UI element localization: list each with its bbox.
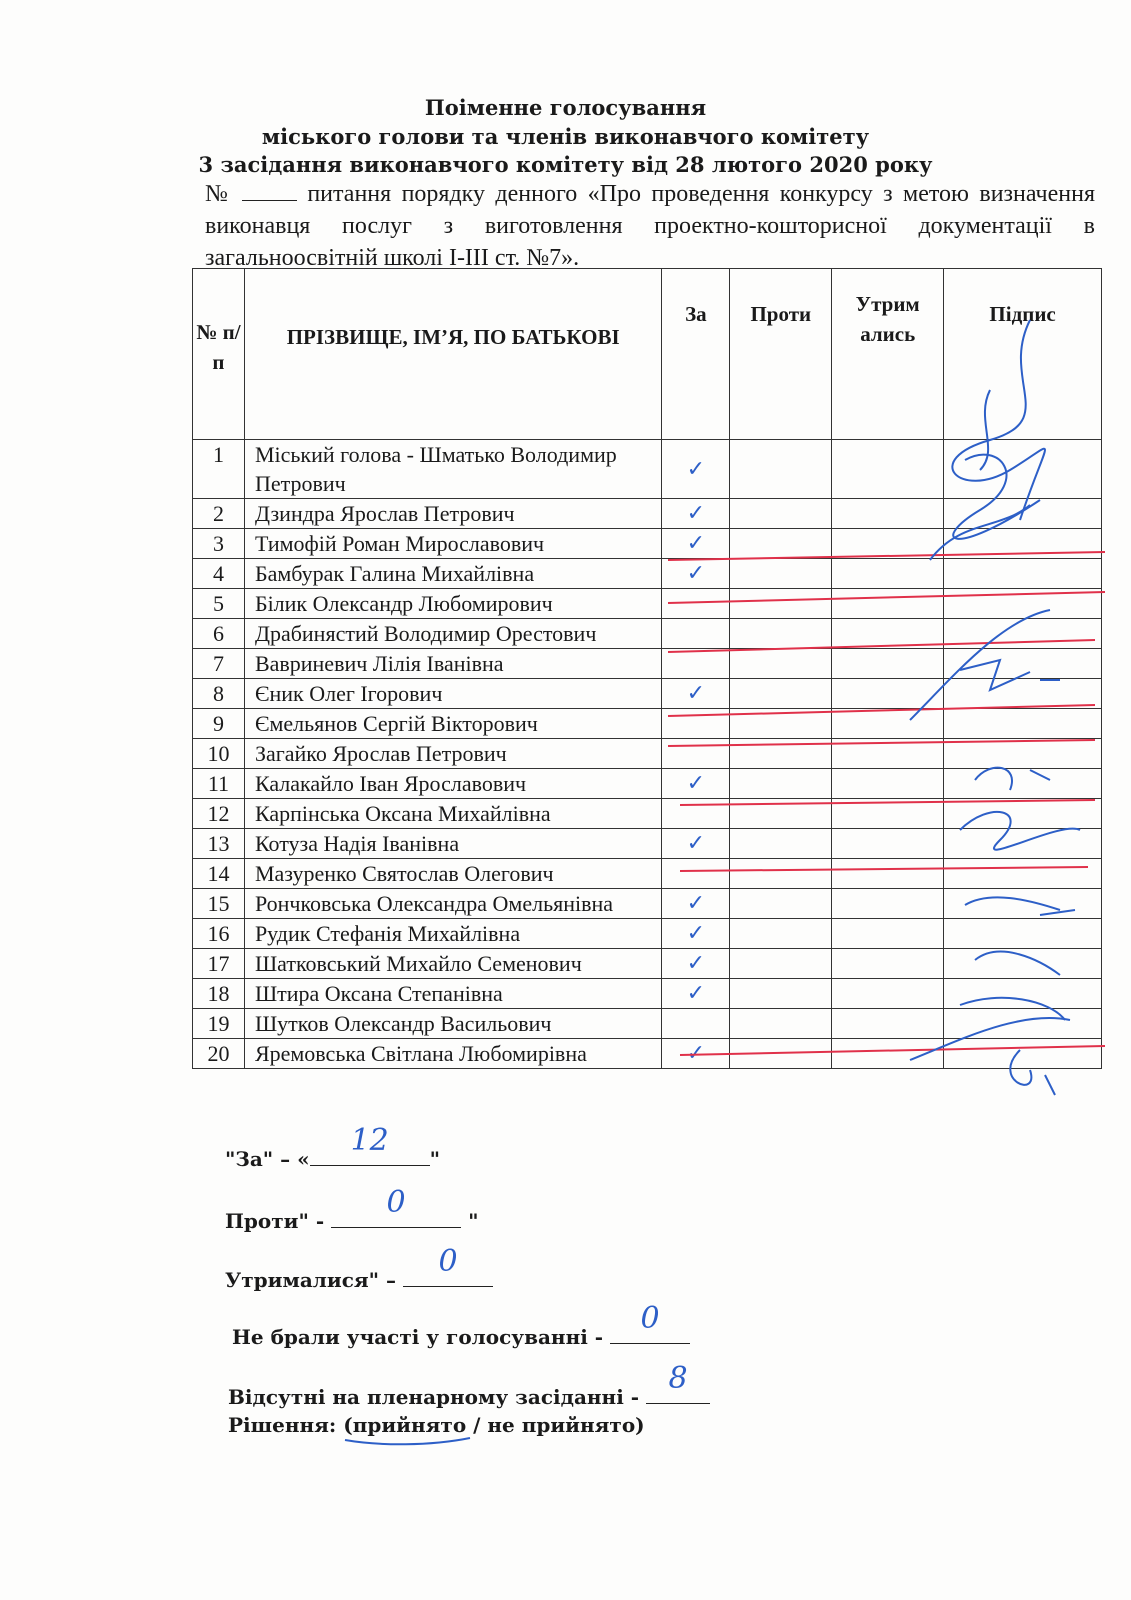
agenda-text: питання порядку денного «Про проведення конкурсу з метою визначення виконавця послуг з виготовлення проектно-кошторисної документації в загальноосвітній школі І-ІІІ ст. №7». (205, 181, 1096, 271)
summary-against (225, 1185, 479, 1233)
vote-abstained-cell (832, 769, 944, 799)
vote-against-cell (730, 559, 832, 589)
vote-against-cell (730, 589, 832, 619)
vote-abstained-cell (832, 799, 944, 829)
signature-cell (944, 889, 1102, 919)
header-num: № п/п (193, 269, 245, 440)
table-row (193, 829, 1102, 859)
vote-for-cell: ✓ (662, 559, 730, 589)
summary-absent-blank (646, 1361, 710, 1404)
signature-cell (944, 649, 1102, 679)
summary-against-blank (331, 1185, 461, 1228)
row-number: 15 (193, 889, 245, 919)
summary-absent-label: Відсутні на пленарному засіданні - (228, 1385, 640, 1409)
row-number: 7 (193, 649, 245, 679)
row-number: 13 (193, 829, 245, 859)
signature-cell (944, 919, 1102, 949)
header-name: ПРІЗВИЩЕ, ІМ’Я, ПО БАТЬКОВІ (244, 269, 661, 440)
table-row (193, 679, 1102, 709)
header-for: За (662, 269, 730, 440)
vote-for-cell (662, 709, 730, 739)
vote-for-cell: ✓ (662, 1039, 730, 1069)
vote-abstained-cell (832, 559, 944, 589)
vote-abstained-cell (832, 1009, 944, 1039)
member-name: Шутков Олександр Васильович (244, 1009, 661, 1039)
member-name: Єник Олег Ігорович (244, 679, 661, 709)
vote-against-cell (730, 919, 832, 949)
row-number: 9 (193, 709, 245, 739)
member-name: Загайко Ярослав Петрович (244, 739, 661, 769)
signature-cell (944, 769, 1102, 799)
vote-for-cell (662, 1009, 730, 1039)
row-number: 10 (193, 739, 245, 769)
vote-for-cell: ✓ (662, 499, 730, 529)
summary-not-voted (232, 1301, 690, 1349)
table-row (193, 1009, 1102, 1039)
vote-abstained-cell (832, 859, 944, 889)
row-number: 12 (193, 799, 245, 829)
table-row (193, 499, 1102, 529)
member-name: Вавриневич Лілія Іванівна (244, 649, 661, 679)
table-row (193, 889, 1102, 919)
signature-cell (944, 829, 1102, 859)
member-name: Калакайло Іван Ярославович (244, 769, 661, 799)
table-row (193, 709, 1102, 739)
vote-abstained-cell (832, 709, 944, 739)
signature-cell (944, 440, 1102, 499)
row-number: 20 (193, 1039, 245, 1069)
signature-cell (944, 1039, 1102, 1069)
vote-abstained-cell (832, 499, 944, 529)
vote-against-cell (730, 679, 832, 709)
row-number: 19 (193, 1009, 245, 1039)
signature-cell (944, 739, 1102, 769)
doc-title: Поіменне голосування (424, 95, 707, 120)
vote-for-cell: ✓ (662, 979, 730, 1009)
table-row (193, 559, 1102, 589)
table-row (193, 769, 1102, 799)
summary-absent-value: 8 (668, 1361, 688, 1396)
table-row (193, 440, 1102, 499)
vote-against-cell (730, 949, 832, 979)
header-signature: Підпис (944, 269, 1102, 440)
summary-for-value: 12 (350, 1123, 389, 1158)
signature-cell (944, 499, 1102, 529)
row-number: 11 (193, 769, 245, 799)
decision-line (228, 1413, 645, 1437)
signature-cell (944, 589, 1102, 619)
vote-abstained-cell (832, 949, 944, 979)
summary-for (225, 1123, 441, 1171)
vote-against-cell (730, 1039, 832, 1069)
signature-cell (944, 1009, 1102, 1039)
signature-cell (944, 799, 1102, 829)
table-row (193, 979, 1102, 1009)
signature-cell (944, 709, 1102, 739)
member-name: Штира Оксана Степанівна (244, 979, 661, 1009)
table-row (193, 649, 1102, 679)
signature-cell (944, 679, 1102, 709)
member-name: Рудик Стефанія Михайлівна (244, 919, 661, 949)
row-number: 3 (193, 529, 245, 559)
table-header-row (193, 269, 1102, 440)
vote-for-cell: ✓ (662, 829, 730, 859)
summary-absent (228, 1361, 710, 1409)
vote-abstained-cell (832, 829, 944, 859)
vote-for-cell (662, 619, 730, 649)
decision-options: (прийнято / не прийнято) (343, 1413, 645, 1437)
table-row (193, 919, 1102, 949)
member-name: Ємельянов Сергій Вікторович (244, 709, 661, 739)
summary-abstained-value: 0 (438, 1244, 458, 1279)
signature-cell (944, 979, 1102, 1009)
vote-for-cell: ✓ (662, 889, 730, 919)
vote-against-cell (730, 979, 832, 1009)
summary-against-value: 0 (386, 1185, 406, 1220)
vote-abstained-cell (832, 889, 944, 919)
summary-not-voted-label: Не брали участі у голосуванні - (232, 1325, 604, 1349)
table-row (193, 589, 1102, 619)
meeting-line: 3 засідання виконавчого комітету від 28 лютого 2020 року (198, 152, 933, 177)
vote-for-cell: ✓ (662, 440, 730, 499)
row-number: 8 (193, 679, 245, 709)
vote-abstained-cell (832, 589, 944, 619)
row-number: 4 (193, 559, 245, 589)
doc-subtitle: міського голови та членів виконавчого комітету (261, 124, 870, 149)
member-name: Білик Олександр Любомирович (244, 589, 661, 619)
table-row (193, 949, 1102, 979)
row-number: 16 (193, 919, 245, 949)
vote-for-cell (662, 799, 730, 829)
vote-for-cell: ✓ (662, 769, 730, 799)
vote-abstained-cell (832, 979, 944, 1009)
header-against: Проти (730, 269, 832, 440)
vote-abstained-cell (832, 529, 944, 559)
vote-for-cell: ✓ (662, 949, 730, 979)
table-row (193, 1039, 1102, 1069)
member-name: Дзиндра Ярослав Петрович (244, 499, 661, 529)
member-name: Міський голова - Шматько Володимир Петрович (244, 440, 661, 499)
agenda-item-text (205, 178, 1095, 274)
signature-cell (944, 559, 1102, 589)
vote-against-cell (730, 1009, 832, 1039)
vote-abstained-cell (832, 649, 944, 679)
header-abstained: Утрим ались (832, 269, 944, 440)
summary-for-end: " (429, 1147, 441, 1171)
member-name: Яремовська Світлана Любомирівна (244, 1039, 661, 1069)
vote-table (192, 268, 1102, 1069)
signature-cell (944, 619, 1102, 649)
summary-abstained (225, 1244, 493, 1292)
vote-table-body (193, 440, 1102, 1069)
table-row (193, 859, 1102, 889)
vote-against-cell (730, 440, 832, 499)
vote-against-cell (730, 859, 832, 889)
row-number: 6 (193, 619, 245, 649)
decision-label: Рішення: (228, 1413, 337, 1437)
vote-against-cell (730, 529, 832, 559)
vote-abstained-cell (832, 679, 944, 709)
row-number: 5 (193, 589, 245, 619)
table-row (193, 739, 1102, 769)
vote-against-cell (730, 829, 832, 859)
member-name: Бамбурак Галина Михайлівна (244, 559, 661, 589)
vote-against-cell (730, 649, 832, 679)
vote-against-cell (730, 619, 832, 649)
member-name: Драбинястий Володимир Орестович (244, 619, 661, 649)
row-number: 17 (193, 949, 245, 979)
summary-for-blank (310, 1123, 430, 1166)
vote-for-cell (662, 739, 730, 769)
vote-abstained-cell (832, 619, 944, 649)
summary-not-voted-blank (610, 1301, 690, 1344)
row-number: 18 (193, 979, 245, 1009)
summary-against-label: Проти" - (225, 1209, 325, 1233)
member-name: Рончковська Олександра Омельянівна (244, 889, 661, 919)
member-name: Тимофій Роман Мирославович (244, 529, 661, 559)
agenda-no-label: № (205, 181, 233, 207)
vote-against-cell (730, 499, 832, 529)
summary-abstained-label: Утрималися" – (225, 1268, 397, 1292)
row-number: 14 (193, 859, 245, 889)
summary-abstained-blank (403, 1244, 493, 1287)
row-number: 1 (193, 440, 245, 499)
table-row (193, 799, 1102, 829)
vote-abstained-cell (832, 739, 944, 769)
row-number: 2 (193, 499, 245, 529)
signature-cell (944, 859, 1102, 889)
vote-against-cell (730, 769, 832, 799)
vote-for-cell: ✓ (662, 919, 730, 949)
member-name: Котуза Надія Іванівна (244, 829, 661, 859)
vote-against-cell (730, 739, 832, 769)
vote-abstained-cell (832, 919, 944, 949)
signature-cell (944, 949, 1102, 979)
table-row (193, 619, 1102, 649)
vote-against-cell (730, 889, 832, 919)
vote-for-cell (662, 859, 730, 889)
summary-against-end: " (468, 1209, 479, 1233)
member-name: Карпінська Оксана Михайлівна (244, 799, 661, 829)
vote-abstained-cell (832, 440, 944, 499)
vote-against-cell (730, 799, 832, 829)
vote-against-cell (730, 709, 832, 739)
vote-for-cell: ✓ (662, 679, 730, 709)
summary-for-label: "За" – « (225, 1147, 310, 1171)
member-name: Мазуренко Святослав Олегович (244, 859, 661, 889)
summary-not-voted-value: 0 (640, 1301, 660, 1336)
vote-for-cell (662, 649, 730, 679)
signature-cell (944, 529, 1102, 559)
vote-for-cell (662, 589, 730, 619)
member-name: Шатковський Михайло Семенович (244, 949, 661, 979)
table-row (193, 529, 1102, 559)
vote-for-cell: ✓ (662, 529, 730, 559)
vote-abstained-cell (832, 1039, 944, 1069)
agenda-no-blank (242, 180, 297, 201)
